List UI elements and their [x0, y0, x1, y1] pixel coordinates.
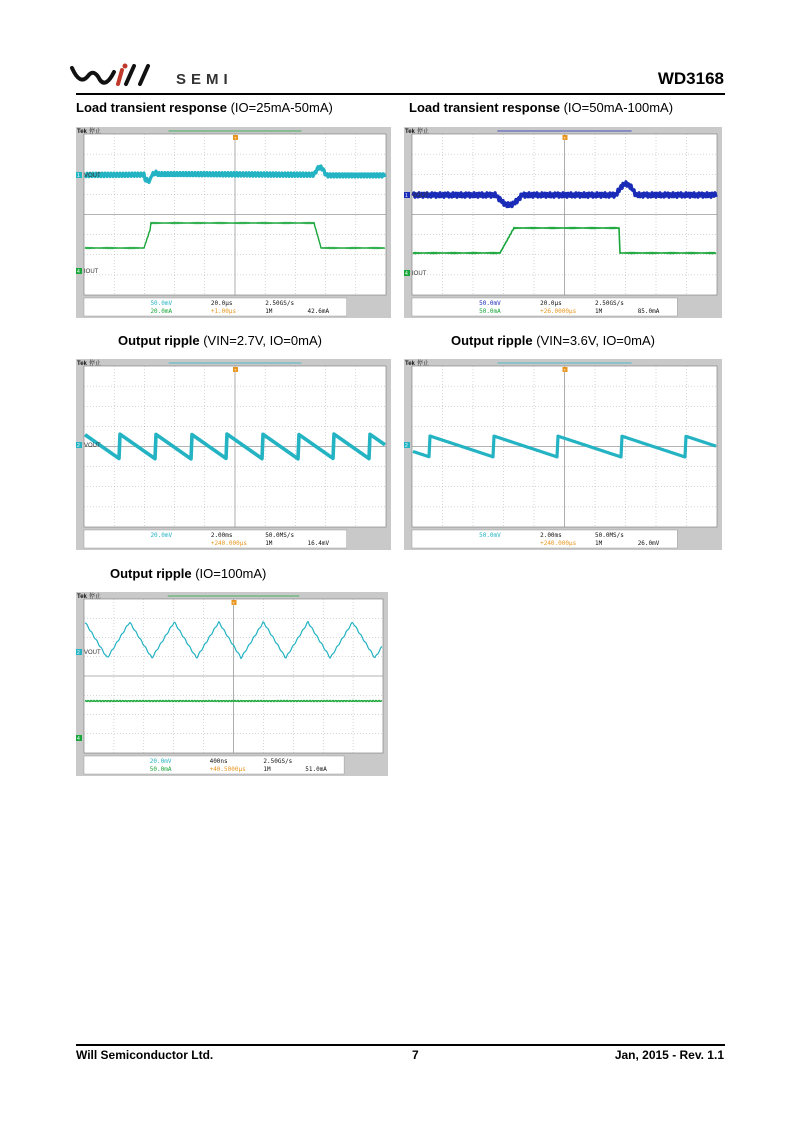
scope-brand: Tek — [77, 129, 87, 135]
readout-trigger-position: +240.000μs — [540, 540, 577, 547]
readout-sample-rate: 50.0MS/s — [265, 532, 295, 539]
readout-sample-rate: 2.50GS/s — [265, 300, 295, 307]
trigger-marker-label: T — [563, 367, 566, 373]
channel-2-label: IOUT — [84, 269, 99, 275]
readout-trigger-position: +26.0000μs — [540, 308, 577, 315]
readout-record-length: 1M — [263, 766, 271, 773]
channel-2-label: IOUT — [412, 271, 427, 277]
readout-ch1-scale: 20.0mV — [149, 758, 172, 765]
scope-capture-rp1 — [76, 359, 391, 550]
readout-trigger-position: +1.00μs — [210, 308, 237, 315]
readout-ch2-scale: 50.0mA — [149, 766, 172, 773]
run-state: 停止 — [417, 360, 430, 367]
readout-record-length: 1M — [595, 308, 603, 315]
readout-timebase: 20.0μs — [540, 300, 562, 307]
logo-text: SEMI — [176, 71, 233, 88]
will-semi-logo — [70, 62, 170, 88]
readout-ch1-scale: 50.0mV — [479, 532, 501, 539]
run-state: 停止 — [89, 360, 102, 367]
figure-title-rp3: Output ripple (IO=100mA) — [110, 566, 267, 581]
run-state: 停止 — [417, 128, 430, 135]
readout-ch2-scale: 50.0mA — [479, 308, 501, 315]
readout-record-length: 1M — [265, 540, 273, 547]
scope-capture-rp2 — [404, 359, 722, 550]
readout-ch1-scale: 20.0mV — [150, 532, 173, 539]
readout-timebase: 20.0μs — [210, 300, 233, 307]
readout-ch1-scale: 50.0mV — [150, 300, 173, 307]
channel-1-label: VOUT — [84, 443, 101, 449]
scope-brand: Tek — [405, 361, 415, 367]
figure-title-lt1: Load transient response (IO=25mA-50mA) — [76, 100, 333, 115]
readout-trigger-level: 42.6mA — [307, 308, 330, 315]
run-state: 停止 — [89, 593, 102, 600]
readout-sample-rate: 2.50GS/s — [263, 758, 293, 765]
readout-sample-rate: 50.0MS/s — [595, 532, 624, 539]
readout-timebase: 400ns — [209, 758, 228, 765]
scope-brand: Tek — [77, 361, 87, 367]
trigger-marker-label: T — [563, 135, 566, 141]
scope-capture-lt1 — [76, 127, 391, 318]
readout-trigger-position: +40.5000μs — [209, 766, 246, 773]
footer-company: Will Semiconductor Ltd. — [76, 1048, 214, 1062]
readout-sample-rate: 2.50GS/s — [595, 300, 624, 307]
readout-trigger-level: 51.0mA — [305, 766, 327, 773]
trigger-marker-label: T — [234, 135, 237, 141]
channel-1-label: VOUT — [412, 193, 429, 199]
document-number: WD3168 — [657, 69, 724, 88]
readout-trigger-level: 26.0mV — [637, 540, 660, 547]
channel-2-marker-label: 4 — [77, 269, 80, 275]
footer-rule — [76, 1044, 725, 1046]
scope-brand: Tek — [405, 129, 415, 135]
footer-revision: Jan, 2015 - Rev. 1.1 — [614, 1048, 724, 1062]
channel-2-marker-label: 4 — [405, 271, 408, 277]
channel-1-label: VOUT — [84, 650, 101, 656]
channel-2-marker-label: 4 — [77, 736, 80, 742]
scope-brand: Tek — [77, 594, 87, 600]
figure-title-rp2: Output ripple (VIN=3.6V, IO=0mA) — [451, 333, 655, 348]
figure-title-lt2: Load transient response (IO=50mA-100mA) — [409, 100, 674, 115]
run-state: 停止 — [89, 128, 102, 135]
readout-trigger-position: +240.000μs — [210, 540, 247, 547]
readout-trigger-level: 85.0mA — [637, 308, 660, 315]
header-rule — [76, 93, 725, 95]
footer-page-number: 7 — [412, 1048, 419, 1062]
scope-capture-rp3 — [76, 592, 388, 776]
readout-record-length: 1M — [265, 308, 273, 315]
readout-ch1-scale: 50.0mV — [479, 300, 501, 307]
channel-1-marker-label: 2 — [77, 650, 80, 656]
channel-1-marker-label: 1 — [77, 173, 80, 179]
trigger-marker-label: T — [232, 600, 235, 606]
scope-capture-lt2 — [404, 127, 722, 318]
readout-record-length: 1M — [595, 540, 603, 547]
channel-1-marker-label: 2 — [405, 443, 408, 449]
readout-timebase: 2.00ms — [540, 532, 562, 539]
readout-ch2-scale: 20.0mA — [150, 308, 173, 315]
readout-trigger-level: 16.4mV — [307, 540, 330, 547]
readout-timebase: 2.00ms — [210, 532, 233, 539]
channel-1-marker-label: 2 — [77, 443, 80, 449]
trigger-marker-label: T — [234, 367, 237, 373]
figure-title-rp1: Output ripple (VIN=2.7V, IO=0mA) — [118, 333, 322, 348]
channel-1-marker-label: 1 — [405, 193, 408, 199]
channel-1-label: VOUT — [84, 173, 101, 179]
trace-2 — [85, 700, 382, 701]
